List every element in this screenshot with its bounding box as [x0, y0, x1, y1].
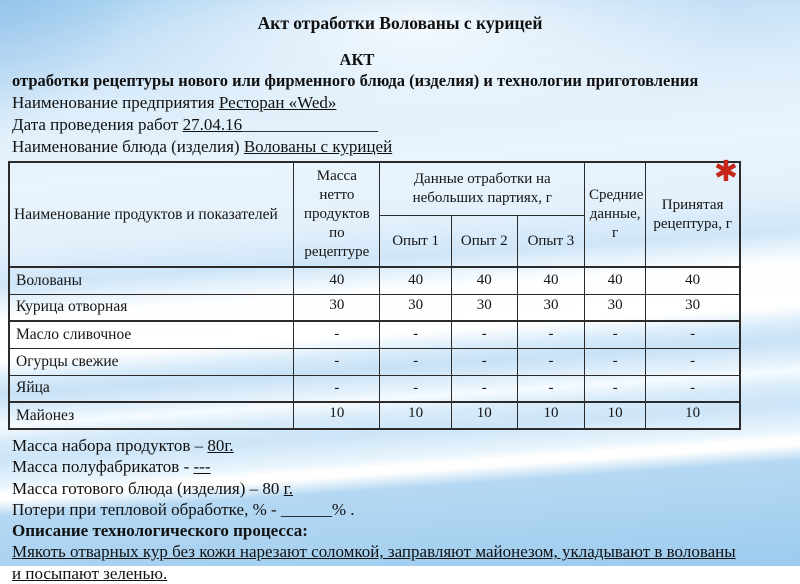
- note-text: % .: [331, 499, 355, 519]
- row-label: Огурцы свежие: [9, 348, 294, 375]
- slide-title: Акт отработки Волованы с курицей: [257, 13, 543, 33]
- cell-value: -: [585, 321, 646, 348]
- cell-value: 30: [294, 294, 380, 321]
- cell-value: -: [517, 321, 584, 348]
- note-text: Потери при тепловой обработке, % - ______: [12, 499, 332, 519]
- note-finished-dish-mass: [12, 478, 800, 499]
- notes-block: [12, 435, 800, 584]
- act-subheading: отработки рецептуры нового или фирменного блюда (изделия) и технологии приготовления: [12, 71, 699, 90]
- col-header-accepted: [646, 154, 740, 267]
- col-header-products: Наименование продуктов и показателей: [9, 162, 294, 267]
- field-label: Наименование блюда (изделия): [12, 137, 244, 156]
- col-header-mass-netto: Масса нетто продуктов по рецептуре: [294, 162, 380, 267]
- cell-value: 40: [294, 267, 380, 294]
- recipe-table-body: [9, 267, 740, 429]
- col-header-trial-2: Опыт 2: [451, 216, 517, 268]
- note-product-set-mass: [12, 435, 800, 456]
- field-date: [12, 114, 800, 136]
- table-row: [9, 402, 740, 429]
- cell-value: 10: [517, 402, 584, 429]
- table-row: [9, 294, 740, 321]
- cell-value: 40: [380, 267, 451, 294]
- cell-value: 40: [646, 267, 740, 294]
- field-value: Ресторан «Wed»: [218, 93, 337, 112]
- table-row: [9, 321, 740, 348]
- process-description-line-2: и посыпают зеленью.: [12, 563, 168, 583]
- row-label: Масло сливочное: [9, 321, 294, 348]
- cell-value: -: [380, 375, 451, 402]
- field-label: Наименование предприятия: [12, 93, 219, 112]
- act-fields: [12, 92, 800, 158]
- cell-value: -: [646, 375, 740, 402]
- cell-value: -: [517, 375, 584, 402]
- cell-value: 30: [585, 294, 646, 321]
- accepted-header-label: Принятая рецептура, г: [653, 196, 732, 232]
- cell-value: 30: [380, 294, 451, 321]
- note-underlined-value: 80г.: [207, 436, 234, 455]
- field-value: 27.04.16: [182, 115, 243, 134]
- cell-value: 40: [451, 267, 517, 294]
- cell-value: -: [585, 348, 646, 375]
- cell-value: 10: [585, 402, 646, 429]
- col-header-trial-3: Опыт 3: [517, 216, 584, 268]
- note-text: Масса готового блюда (изделия) – 80: [12, 478, 284, 498]
- cell-value: 30: [517, 294, 584, 321]
- cell-value: -: [646, 348, 740, 375]
- cell-value: -: [380, 348, 451, 375]
- cell-value: 10: [380, 402, 451, 429]
- table-row: [9, 267, 740, 294]
- col-header-trials-group: Данные отработки на небольших партиях, г: [380, 162, 585, 216]
- cell-value: 40: [517, 267, 584, 294]
- cell-value: 30: [646, 294, 740, 321]
- cell-value: -: [585, 375, 646, 402]
- act-heading: АКТ: [339, 50, 375, 69]
- note-heat-loss: [12, 499, 800, 520]
- note-underlined-value: г.: [283, 478, 293, 498]
- row-label: Волованы: [9, 267, 294, 294]
- cell-value: -: [451, 348, 517, 375]
- cell-value: -: [294, 321, 380, 348]
- table-row: [9, 375, 740, 402]
- recipe-table-header: [9, 154, 740, 267]
- note-text: Масса полуфабрикатов -: [12, 457, 194, 477]
- table-row: [9, 348, 740, 375]
- process-description-line-1: Мякоть отварных кур без кожи нарезают соломкой, заправляют майонезом, укладывают в волованы: [12, 542, 736, 562]
- field-label: Дата проведения работ: [12, 115, 183, 134]
- col-header-trial-1: Опыт 1: [380, 216, 451, 268]
- cell-value: -: [294, 375, 380, 402]
- field-dish-name: [12, 136, 800, 158]
- cell-value: -: [380, 321, 451, 348]
- cell-value: 10: [294, 402, 380, 429]
- recipe-table: [8, 154, 741, 430]
- cell-value: 10: [646, 402, 740, 429]
- asterisk-icon: ✱: [713, 154, 738, 188]
- note-semifinished-mass: [12, 456, 800, 477]
- cell-value: -: [294, 348, 380, 375]
- cell-value: -: [517, 348, 584, 375]
- cell-value: -: [451, 375, 517, 402]
- col-header-average: Средние данные, г: [585, 162, 646, 267]
- act-header-block: [0, 50, 800, 92]
- field-enterprise: [12, 92, 800, 114]
- cell-value: -: [451, 321, 517, 348]
- note-underlined-value: ---: [193, 457, 211, 477]
- field-value: Волованы с курицей: [243, 137, 393, 156]
- process-description-title: Описание технологического процесса:: [12, 521, 308, 541]
- field-tail: ________________: [242, 115, 379, 134]
- cell-value: -: [646, 321, 740, 348]
- row-label: Яйца: [9, 375, 294, 402]
- cell-value: 30: [451, 294, 517, 321]
- cell-value: 40: [585, 267, 646, 294]
- row-label: Курица отворная: [9, 294, 294, 321]
- note-text: Масса набора продуктов –: [12, 436, 208, 455]
- cell-value: 10: [451, 402, 517, 429]
- row-label: Майонез: [9, 402, 294, 429]
